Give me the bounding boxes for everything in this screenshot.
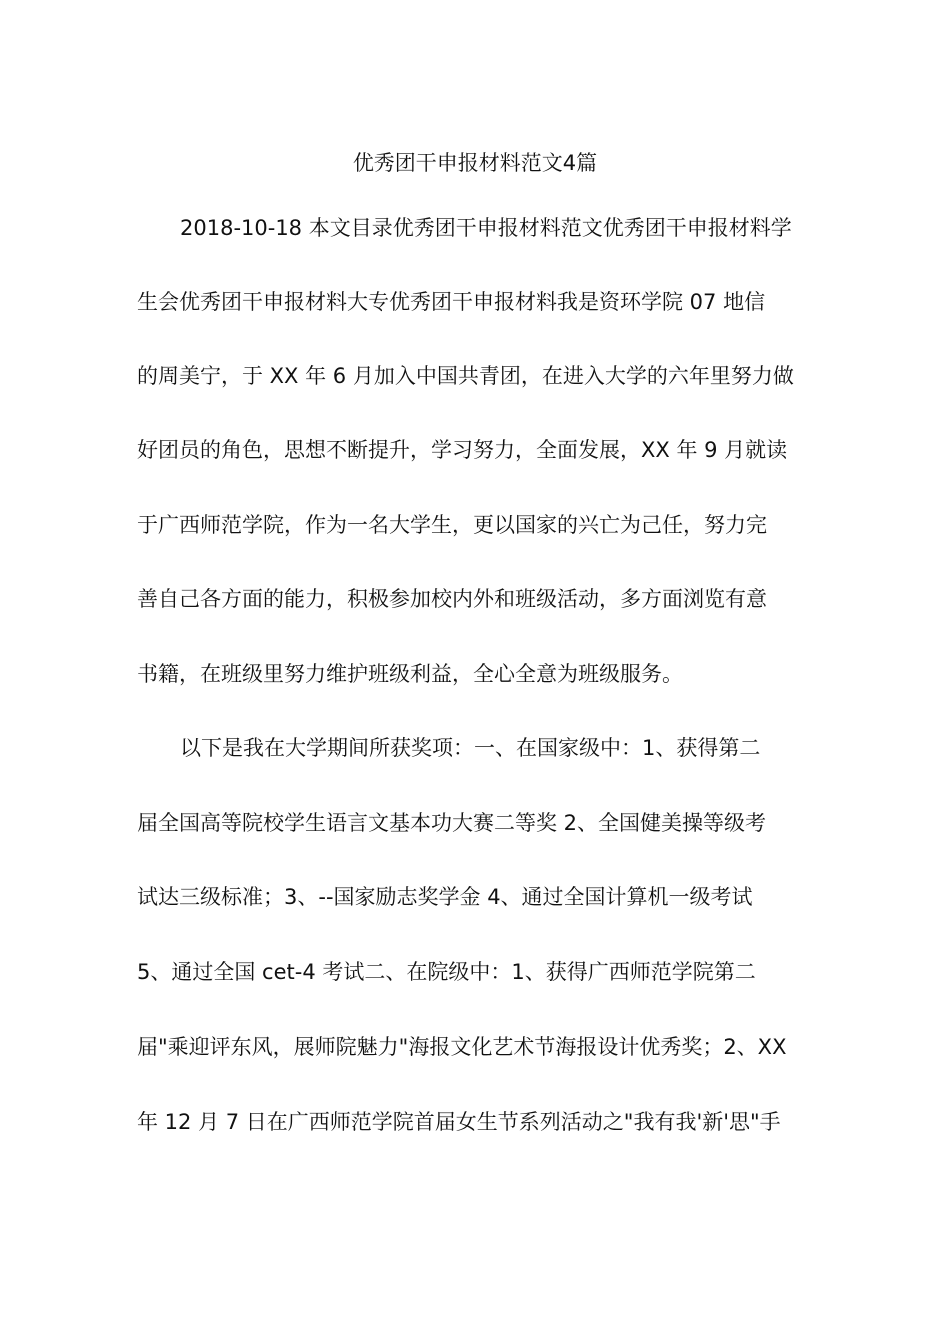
document-title: 优秀团干申报材料范文4篇 (352, 151, 598, 175)
paragraph-line: 的周美宁，于 XX 年 6 月加入中国共青团，在进入大学的六年里努力做 (137, 364, 794, 388)
paragraph-line: 书籍，在班级里努力维护班级利益，全心全意为班级服务。 (137, 662, 683, 686)
paragraph-line: 于广西师范学院，作为一名大学生，更以国家的兴亡为己任，努力完 (137, 513, 767, 537)
paragraph-line: 5、通过全国 cet-4 考试二、在院级中：1、获得广西师范学院第二 (137, 960, 756, 984)
paragraph-line: 生会优秀团干申报材料大专优秀团干申报材料我是资环学院 07 地信 (137, 290, 766, 314)
paragraph-line: 试达三级标准；3、--国家励志奖学金 4、通过全国计算机一级考试 (137, 885, 753, 909)
paragraph-line: 善自己各方面的能力，积极参加校内外和班级活动，多方面浏览有意 (137, 587, 767, 611)
paragraph-line: 届全国高等院校学生语言文基本功大赛二等奖 2、全国健美操等级考 (137, 811, 767, 835)
paragraph-line: 届"乘迎评东风，展师院魅力"海报文化艺术节海报设计优秀奖；2、XX (137, 1035, 787, 1059)
paragraph-line: 2018-10-18 本文目录优秀团干申报材料范文优秀团干申报材料学 (180, 216, 792, 240)
paragraph-line: 年 12 月 7 日在广西师范学院首届女生节系列活动之"我有我'新'思"手 (137, 1110, 781, 1134)
paragraph-line: 以下是我在大学期间所获奖项：一、在国家级中：1、获得第二 (180, 736, 761, 760)
paragraph-line: 好团员的角色，思想不断提升，学习努力，全面发展，XX 年 9 月就读 (137, 438, 788, 462)
